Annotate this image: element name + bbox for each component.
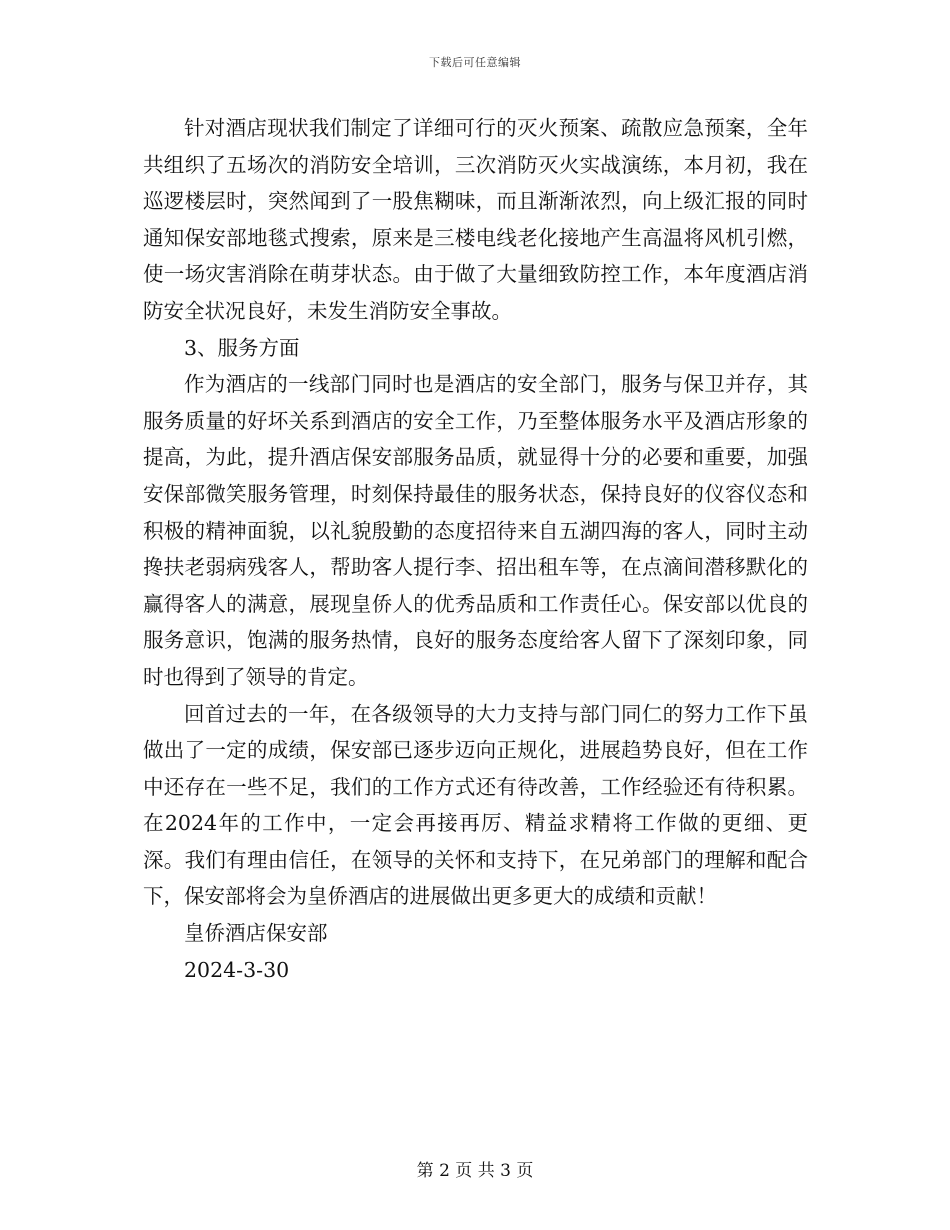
paragraph-service: 作为酒店的一线部门同时也是酒店的安全部门，服务与保卫并存，其服务质量的好坏关系到酒店的安全工作，乃至整体服务水平及酒店形象的提高，为此，提升酒店保安部服务品质，就显得十分的必要和重要，加强安保部微笑服务管理，时刻保持最佳的服务状态，保持良好的仪容仪态和积极的精神面貌，以礼貌殷勤的态度招待来自五湖四海的客人，同时主动搀扶老弱病残客人，帮助客人提行李、招出租车等，在点滴间潜移默化的赢得客人的满意，展现皇侨人的优秀品质和工作责任心。保安部以优良的服务意识，饱满的服务热情，良好的服务态度给客人留下了深刻印象，同时也得到了领导的肯定。 bbox=[143, 372, 808, 689]
signature-date: 2024-3-30 bbox=[184, 957, 290, 982]
paragraph-summary: 回首过去的一年，在各级领导的大力支持与部门同仁的努力工作下虽做出了一定的成绩，保安部已逐步迈向正规化，进展趋势良好，但在工作中还存在一些不足，我们的工作方式还有待改善，工作经验还有待积累。在2024年的工作中，一定会再接再厉、精益求精将工作做的更细、更深。我们有理由信任，在领导的关怀和支持下，在兄弟部门的理解和配合下，保安部将会为皇侨酒店的进展做出更多更大的成绩和贡献！ bbox=[143, 701, 808, 909]
page-number: 第 2 页 共 3 页 bbox=[416, 1161, 534, 1181]
page-header-note: 下载后可任意编辑 bbox=[429, 56, 521, 69]
document-body bbox=[143, 110, 808, 988]
paragraph-fire-safety: 针对酒店现状我们制定了详细可行的灭火预案、疏散应急预案，全年共组织了五场次的消防安全培训，三次消防灭火实战演练，本月初，我在巡逻楼层时，突然闻到了一股焦糊味，而且渐渐浓烈，向上级汇报的同时通知保安部地毯式搜索，原来是三楼电线老化接地产生高温将风机引燃，使一场灾害消除在萌芽状态。由于做了大量细致防控工作，本年度酒店消防安全状况良好，未发生消防安全事故。 bbox=[143, 116, 808, 323]
section-heading-service: 3、服务方面 bbox=[184, 335, 300, 360]
signature-department: 皇侨酒店保安部 bbox=[184, 921, 328, 946]
